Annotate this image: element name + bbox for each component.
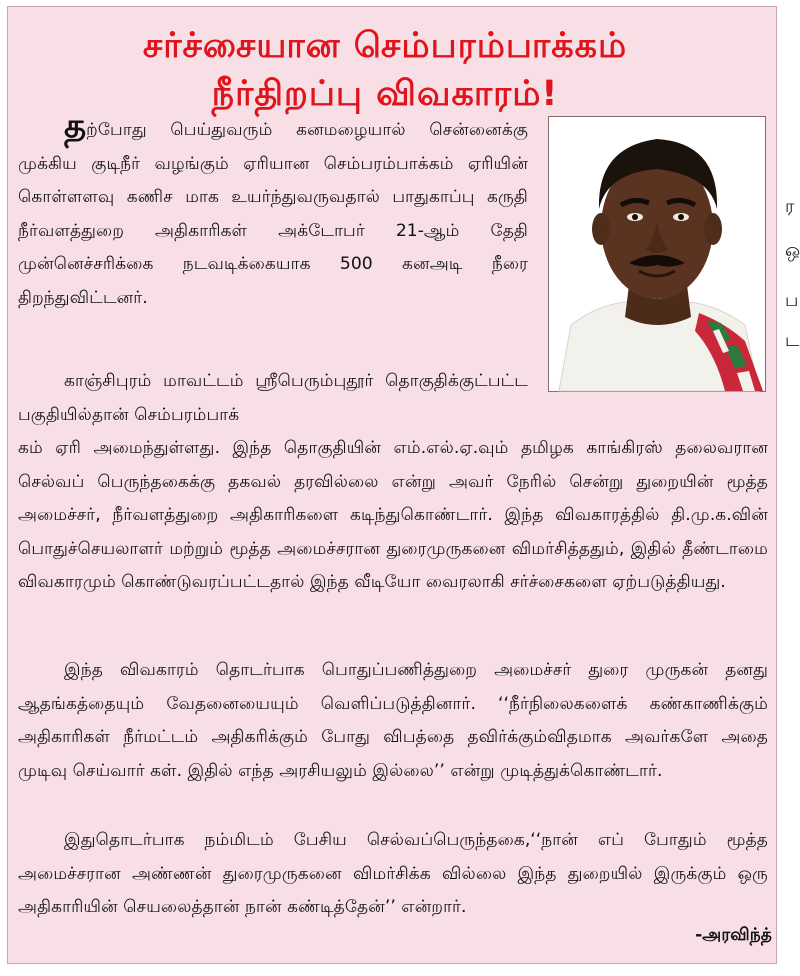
paragraph-3 <box>18 654 768 788</box>
paragraph-1-text: ற்போது பெய்துவரும் கனமழையால் சென்னைக்கு முக்கிய குடிநீர் வழங்கும் ஏரியான செம்பரம்பாக்கம் ஏரியின் கொள்ளளவு கணிச மாக உயர்ந்துவருவதால் பாதுகாப்பு கருதி நீர்வளத்துறை அதிகாரிகள் அக்டோபர் 21-ஆம் தேதி முன்னெச்சரிக்கை நடவடிக்கையாக 500 கனஅடி நீரை திறந்துவிட்டனர். <box>18 120 528 308</box>
paragraph-3-text: இந்த விவகாரம் தொடர்பாக பொதுப்பணித்துறை அமைச்சர் துரை முருகன் தனது ஆதங்கத்தையும் வேதனையையும் வெளிப்படுத்தினார். ‘‘நீர்நிலைகளைக் கண்காணிக்கும் அதிகாரிகள் நீர்மட்டம் அதிகரிக்கும் போது விபத்தை தவிர்க்கும்விதமாக அவர்களே அதை முடிவு செய்வார் கள். இதில் எந்த அரசியலும் இல்லை’’ என்று முடித்துக்கொண்டார். <box>18 660 768 781</box>
adjacent-column-glyph: ர <box>785 196 795 217</box>
adjacent-column-glyph: ப <box>785 290 799 311</box>
headline-line-1: சர்ச்சையான செம்பரம்பாக்கம் <box>142 26 628 66</box>
headline-line-2: நீர்திறப்பு விவகாரம்! <box>211 74 559 114</box>
paragraph-2-top <box>18 365 528 432</box>
portrait-photo <box>548 116 766 392</box>
paragraph-4-text: இதுதொடர்பாக நம்மிடம் பேசிய செல்வப்பெருந்தகை,‘‘நான் எப் போதும் மூத்த அமைச்சரான அண்ணன் துரைமுருகனை விமர்சிக்க வில்லை இந்த துறையில் இருக்கும் ஒரு அதிகாரியின் செயலைத்தான் நான் கண்டித்தேன்’’ என்றார். <box>18 830 768 918</box>
article-headline <box>20 22 750 118</box>
paragraph-2-rest <box>18 432 768 600</box>
paragraph-1 <box>18 106 528 316</box>
paragraph-2-rest-text: கம் ஏரி அமைந்துள்ளது. இந்த தொகுதியின் எம்.எல்.ஏ.வும் தமிழக காங்கிரஸ் தலைவரான செல்வப் பெருந்தகைக்கு தகவல் தரவில்லை என்று அவர் நேரில் சென்று துறையின் மூத்த அமைச்சர், நீர்வளத்துறை அதிகாரிகளை கடிந்துகொண்டார். இந்த விவகாரத்தில் தி.மு.க.வின் பொதுச்செயலாளர் மற்றும் மூத்த அமைச்சரான துரைமுருகனை விமர்சித்ததும், இதில் தீண்டாமை விவகாரமும் கொண்டுவரப்பட்டதால் இந்த வீடியோ வைரலாகி சர்ச்சைகளை ஏற்படுத்தியது. <box>18 438 768 593</box>
portrait-illustration <box>549 117 765 391</box>
author-byline: -அரவிந்த் <box>695 925 772 945</box>
adjacent-column-glyph: ட <box>785 330 800 351</box>
paragraph-4 <box>18 824 768 925</box>
adjacent-column-glyph: ஒ <box>785 240 800 261</box>
paragraph-2-top-text: காஞ்சிபுரம் மாவட்டம் ஸ்ரீபெரும்புதூர் தொகுதிக்குட்பட்ட பகுதியில்தான் செம்பரம்பாக் <box>18 371 528 425</box>
dropcap-letter: த <box>64 106 87 146</box>
adjacent-column-strip <box>779 6 799 964</box>
